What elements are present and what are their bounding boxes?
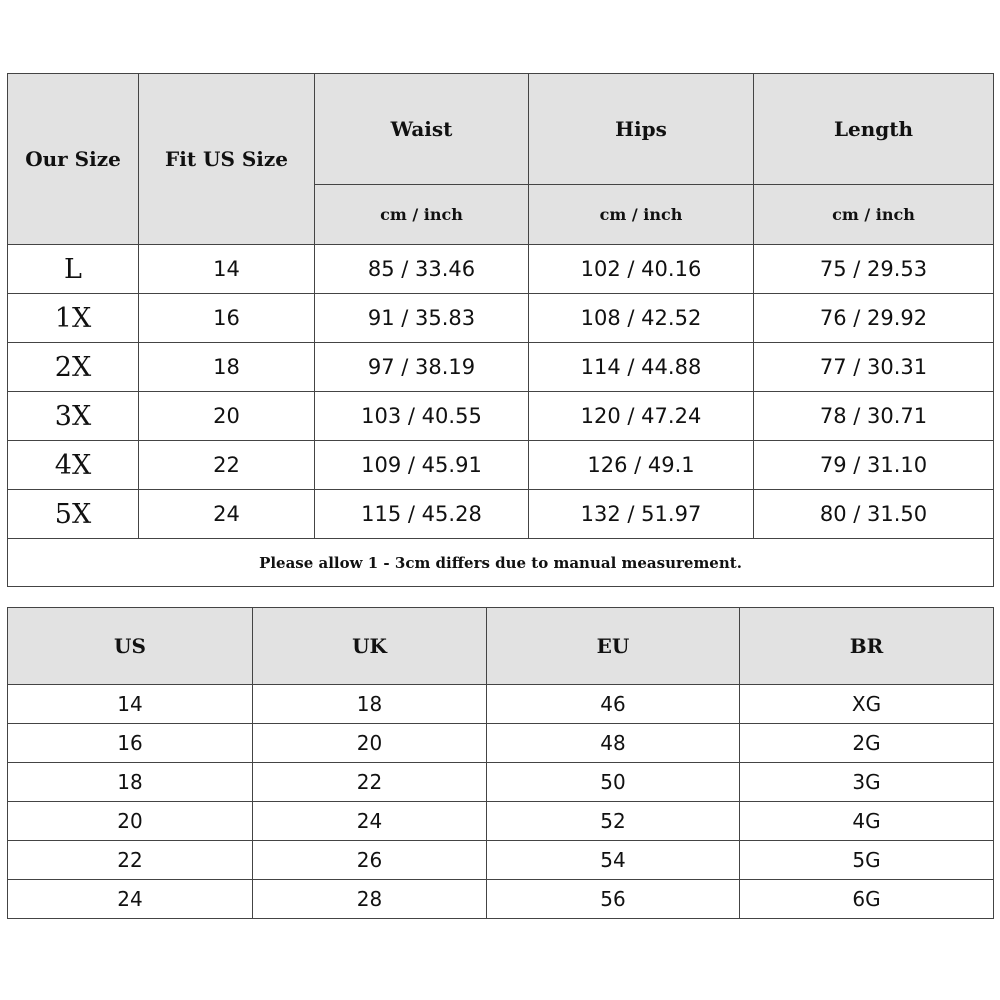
cell-length: 78 / 30.71 bbox=[754, 392, 994, 441]
conversion-header-row bbox=[8, 608, 994, 685]
cell-br: 4G bbox=[740, 802, 994, 841]
cell-length: 76 / 29.92 bbox=[754, 294, 994, 343]
cell-eu: 46 bbox=[487, 685, 740, 724]
cell-our-size: L bbox=[8, 245, 139, 294]
cell-eu: 52 bbox=[487, 802, 740, 841]
cell-length: 75 / 29.53 bbox=[754, 245, 994, 294]
cell-fit-us: 20 bbox=[139, 392, 315, 441]
cell-waist: 91 / 35.83 bbox=[315, 294, 529, 343]
size-chart-table bbox=[7, 73, 994, 587]
header-hips: Hips bbox=[529, 74, 754, 185]
table-row bbox=[8, 294, 994, 343]
table-row bbox=[8, 685, 994, 724]
unit-waist: cm / inch bbox=[315, 185, 529, 245]
cell-us: 24 bbox=[8, 880, 253, 919]
table-row bbox=[8, 343, 994, 392]
cell-fit-us: 16 bbox=[139, 294, 315, 343]
cell-hips: 114 / 44.88 bbox=[529, 343, 754, 392]
table-row bbox=[8, 441, 994, 490]
header-length: Length bbox=[754, 74, 994, 185]
cell-fit-us: 18 bbox=[139, 343, 315, 392]
table-row bbox=[8, 392, 994, 441]
cell-our-size: 4X bbox=[8, 441, 139, 490]
cell-hips: 126 / 49.1 bbox=[529, 441, 754, 490]
cell-length: 77 / 30.31 bbox=[754, 343, 994, 392]
table-row bbox=[8, 880, 994, 919]
cell-us: 14 bbox=[8, 685, 253, 724]
cell-us: 20 bbox=[8, 802, 253, 841]
cell-br: 5G bbox=[740, 841, 994, 880]
size-chart-header-row bbox=[8, 74, 994, 185]
note-row bbox=[8, 539, 994, 587]
cell-us: 22 bbox=[8, 841, 253, 880]
cell-waist: 115 / 45.28 bbox=[315, 490, 529, 539]
table-row bbox=[8, 245, 994, 294]
cell-waist: 97 / 38.19 bbox=[315, 343, 529, 392]
cell-eu: 48 bbox=[487, 724, 740, 763]
cell-our-size: 5X bbox=[8, 490, 139, 539]
header-us: US bbox=[8, 608, 253, 685]
cell-our-size: 1X bbox=[8, 294, 139, 343]
cell-fit-us: 14 bbox=[139, 245, 315, 294]
cell-br: 6G bbox=[740, 880, 994, 919]
cell-waist: 85 / 33.46 bbox=[315, 245, 529, 294]
cell-us: 16 bbox=[8, 724, 253, 763]
cell-uk: 24 bbox=[253, 802, 487, 841]
cell-us: 18 bbox=[8, 763, 253, 802]
cell-br: XG bbox=[740, 685, 994, 724]
cell-fit-us: 22 bbox=[139, 441, 315, 490]
cell-uk: 26 bbox=[253, 841, 487, 880]
cell-our-size: 3X bbox=[8, 392, 139, 441]
cell-eu: 56 bbox=[487, 880, 740, 919]
cell-hips: 120 / 47.24 bbox=[529, 392, 754, 441]
cell-uk: 22 bbox=[253, 763, 487, 802]
cell-hips: 108 / 42.52 bbox=[529, 294, 754, 343]
cell-waist: 103 / 40.55 bbox=[315, 392, 529, 441]
cell-hips: 102 / 40.16 bbox=[529, 245, 754, 294]
header-uk: UK bbox=[253, 608, 487, 685]
cell-br: 3G bbox=[740, 763, 994, 802]
table-row bbox=[8, 841, 994, 880]
header-br: BR bbox=[740, 608, 994, 685]
cell-uk: 18 bbox=[253, 685, 487, 724]
header-our-size: Our Size bbox=[8, 74, 139, 245]
cell-hips: 132 / 51.97 bbox=[529, 490, 754, 539]
measurement-note: Please allow 1 - 3cm differs due to manual measurement. bbox=[8, 539, 994, 587]
header-eu: EU bbox=[487, 608, 740, 685]
unit-hips: cm / inch bbox=[529, 185, 754, 245]
table-row bbox=[8, 490, 994, 539]
cell-fit-us: 24 bbox=[139, 490, 315, 539]
cell-waist: 109 / 45.91 bbox=[315, 441, 529, 490]
table-row bbox=[8, 763, 994, 802]
table-row bbox=[8, 802, 994, 841]
unit-length: cm / inch bbox=[754, 185, 994, 245]
table-row bbox=[8, 724, 994, 763]
cell-eu: 54 bbox=[487, 841, 740, 880]
cell-br: 2G bbox=[740, 724, 994, 763]
cell-our-size: 2X bbox=[8, 343, 139, 392]
cell-uk: 20 bbox=[253, 724, 487, 763]
header-waist: Waist bbox=[315, 74, 529, 185]
cell-length: 79 / 31.10 bbox=[754, 441, 994, 490]
cell-eu: 50 bbox=[487, 763, 740, 802]
header-fit-us-size: Fit US Size bbox=[139, 74, 315, 245]
cell-length: 80 / 31.50 bbox=[754, 490, 994, 539]
size-conversion-table bbox=[7, 607, 994, 919]
cell-uk: 28 bbox=[253, 880, 487, 919]
